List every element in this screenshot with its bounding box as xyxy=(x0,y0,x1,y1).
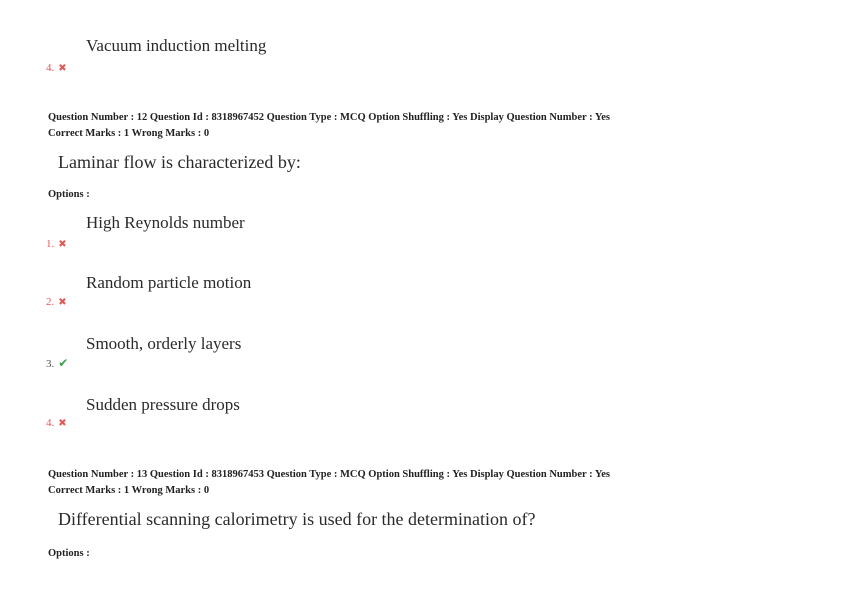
q13-options-label: Options : xyxy=(48,548,90,559)
q12-meta-line2: Correct Marks : 1 Wrong Marks : 0 xyxy=(48,128,210,139)
prev-option-4-text: Vacuum induction melting xyxy=(86,36,267,55)
wrong-mark-icon: ✖ xyxy=(58,297,67,308)
wrong-mark-icon: ✖ xyxy=(58,418,67,429)
option-number: 3. xyxy=(46,358,55,370)
option-number: 4. xyxy=(46,417,55,429)
q12-option-4-number xyxy=(46,417,67,430)
wrong-mark-icon: ✖ xyxy=(58,239,67,250)
q12-option-2-number xyxy=(46,296,67,309)
q12-option-3-text: Smooth, orderly layers xyxy=(86,334,242,353)
q12-question-text: Laminar flow is characterized by: xyxy=(58,152,301,172)
check-mark-icon: ✔ xyxy=(58,356,69,370)
option-number: 2. xyxy=(46,296,55,308)
q12-option-1-text: High Reynolds number xyxy=(86,213,245,232)
q13-meta-line1: Question Number : 13 Question Id : 8318967453 Question Type : MCQ Option Shuffling : Yes Display Question Number : Yes xyxy=(48,469,611,480)
q12-option-1-number xyxy=(46,238,67,251)
q13-question-text: Differential scanning calorimetry is used for the determination of? xyxy=(58,509,536,529)
q12-options-label: Options : xyxy=(48,189,90,200)
q12-meta-line1: Question Number : 12 Question Id : 8318967452 Question Type : MCQ Option Shuffling : Yes Display Question Number : Yes xyxy=(48,112,611,123)
wrong-mark-icon: ✖ xyxy=(58,63,67,74)
q12-option-2-text: Random particle motion xyxy=(86,273,252,292)
q12-option-3-number xyxy=(46,357,68,370)
option-number: 4. xyxy=(46,62,55,74)
option-number: 1. xyxy=(46,238,55,250)
q13-meta-line2: Correct Marks : 1 Wrong Marks : 0 xyxy=(48,485,210,496)
prev-option-4-number xyxy=(46,62,67,75)
q12-option-4-text: Sudden pressure drops xyxy=(86,395,240,414)
